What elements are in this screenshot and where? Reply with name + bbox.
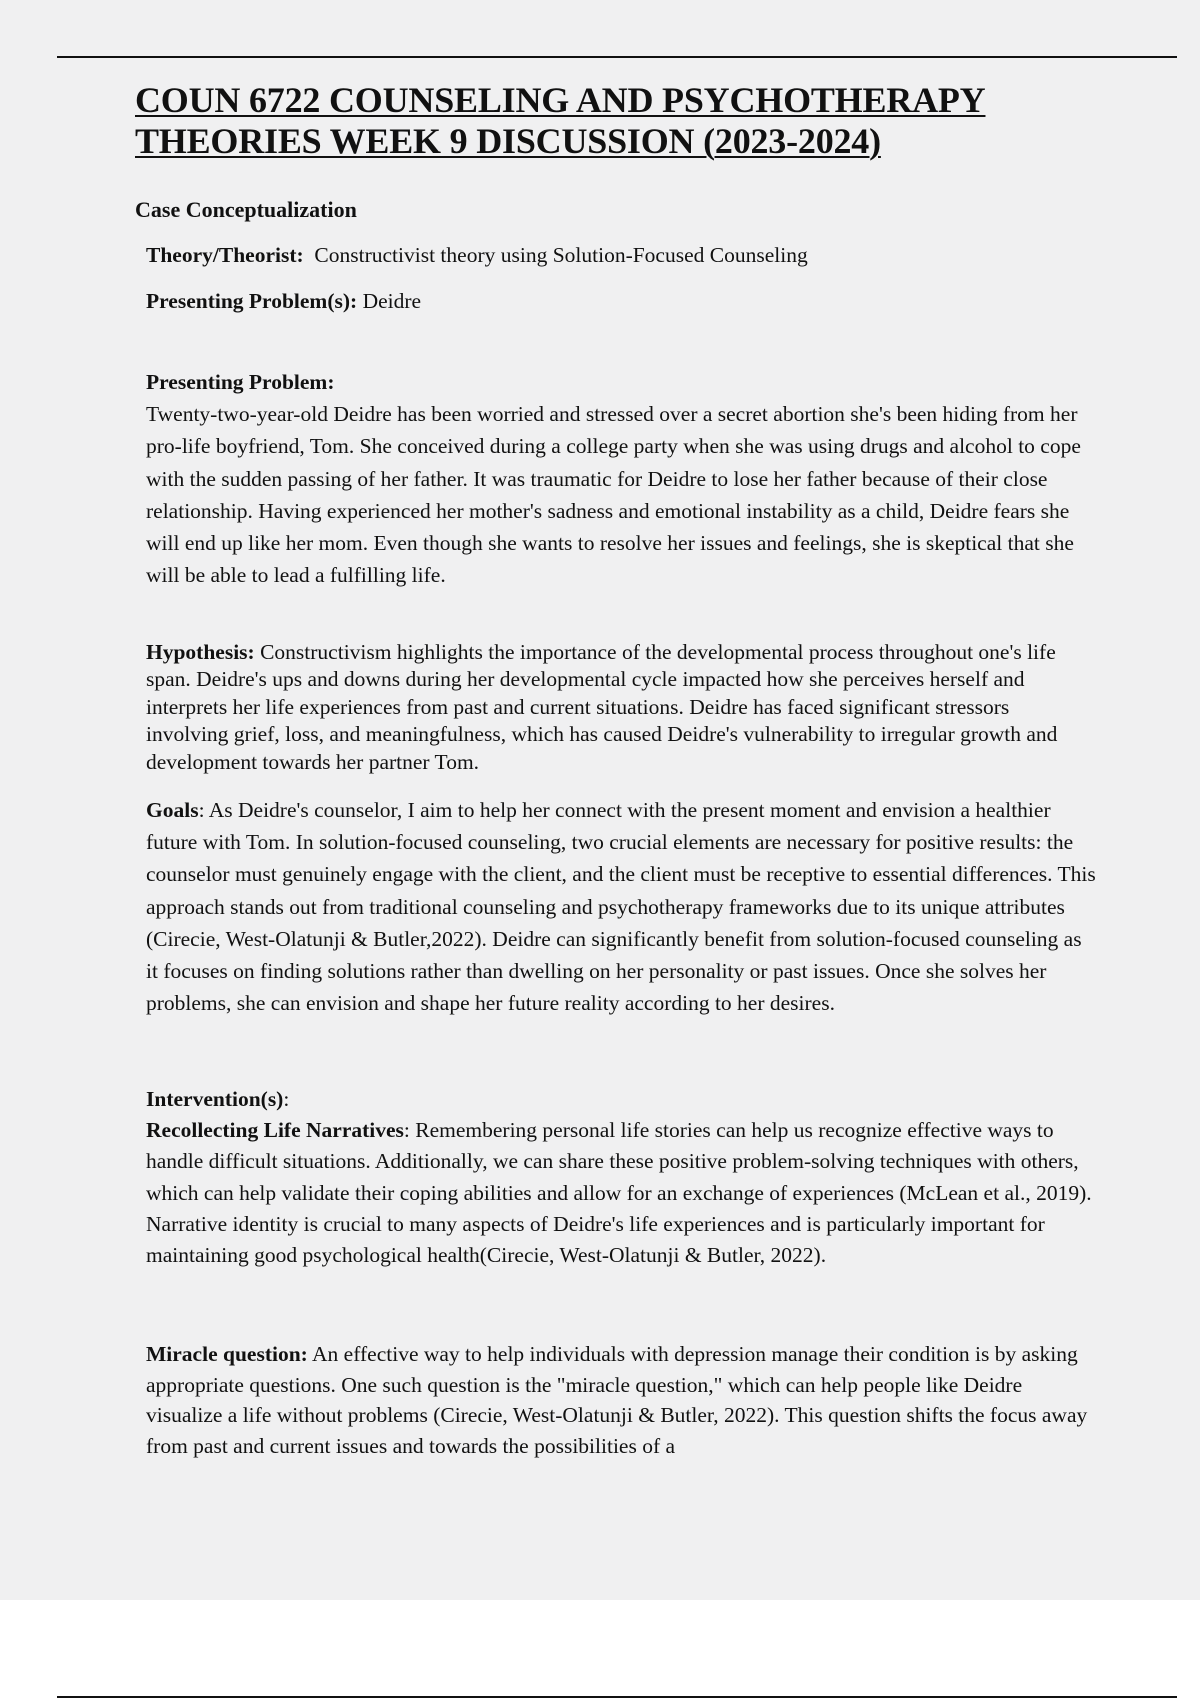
- title-line-2: THEORIES WEEK 9 DISCUSSION (2023-2024): [135, 121, 881, 161]
- theory-row: [146, 241, 1096, 269]
- goals-text: : As Deidre's counselor, I aim to help her connect with the present moment and envision a healthier future with Tom. In solution-focused counseling, two crucial elements are necessary for positive results: the counselor must genuinely engage with the client, and the client must be receptive to essential differences. This approach stands out from traditional counseling and psychotherapy frameworks due to its unique attributes (Cirecie, West-Olatunji & Butler,2022). Deidre can significantly benefit from solution-focused counseling as it focuses on finding solutions rather than dwelling on her personality or past issues. Once she solves her problems, she can envision and shape her future reality according to her desires.: [146, 798, 1096, 1016]
- hypothesis-text: Constructivism highlights the importance of the developmental process throughout one's life span. Deidre's ups and downs during her developmental cycle impacted how she perceives herself and interprets her life experiences from past and current situations. Deidre has faced significant stressors involving grief, loss, and meaningfulness, which has caused Deidre's vulnerability to irregular growth and development towards her partner Tom.: [146, 640, 1058, 774]
- presenting-problems-row: [146, 287, 1096, 315]
- recollecting-text: : Remembering personal life stories can help us recognize effective ways to handle difficult situations. Additionally, we can share these positive problem-solving techniques with others, which can help validate their coping abilities and allow for an exchange of experiences (McLean et al., 2019). Narrative identity is crucial to many aspects of Deidre's life experiences and is particularly important for maintaining good psychological health(Cirecie, West-Olatunji & Butler, 2022).: [146, 1118, 1092, 1268]
- bottom-divider: [57, 1696, 1177, 1698]
- goals-section: [146, 794, 1096, 1019]
- theory-label: Theory/Theorist:: [146, 243, 304, 267]
- presenting-problem-label: Presenting Problem:: [146, 370, 335, 394]
- presenting-problems-label: Presenting Problem(s):: [146, 289, 358, 313]
- document-title: [135, 80, 1085, 162]
- hypothesis-label: Hypothesis:: [146, 640, 255, 664]
- presenting-problem-section: [146, 366, 1096, 591]
- interventions-section: [146, 1084, 1096, 1271]
- miracle-label: Miracle question:: [146, 1342, 308, 1366]
- section-heading: Case Conceptualization: [135, 197, 357, 222]
- presenting-problem-text: Twenty-two-year-old Deidre has been worried and stressed over a secret abortion she's been hiding from her pro-life boyfriend, Tom. She conceived during a college party when she was using drugs and alcohol to cope with the sudden passing of her father. It was traumatic for Deidre to lose her father because of their close relationship. Having experienced her mother's sadness and emotional instability as a child, Deidre fears she will end up like her mom. Even though she wants to resolve her issues and feelings, she is skeptical that she will be able to lead a fulfilling life.: [146, 402, 1081, 588]
- interventions-label: Intervention(s): [146, 1087, 284, 1111]
- theory-value: Constructivist theory using Solution-Focused Counseling: [314, 243, 808, 267]
- presenting-problems-value: Deidre: [362, 289, 422, 313]
- recollecting-label: Recollecting Life Narratives: [146, 1118, 404, 1143]
- hypothesis-section: [146, 639, 1096, 776]
- top-divider: [57, 56, 1177, 58]
- miracle-text: An effective way to help individuals with depression manage their condition is by asking appropriate questions. One such question is the "miracle question," which can help people like Deidre visualize a life without problems (Cirecie, West-Olatunji & Butler, 2022). This question shifts the focus away from past and current issues and towards the possibilities of a: [146, 1342, 1088, 1458]
- interventions-label-suffix: :: [283, 1087, 290, 1111]
- goals-label: Goals: [146, 798, 199, 822]
- title-line-1: COUN 6722 COUNSELING AND PSYCHOTHERAPY: [135, 80, 986, 120]
- miracle-question-section: [146, 1339, 1096, 1461]
